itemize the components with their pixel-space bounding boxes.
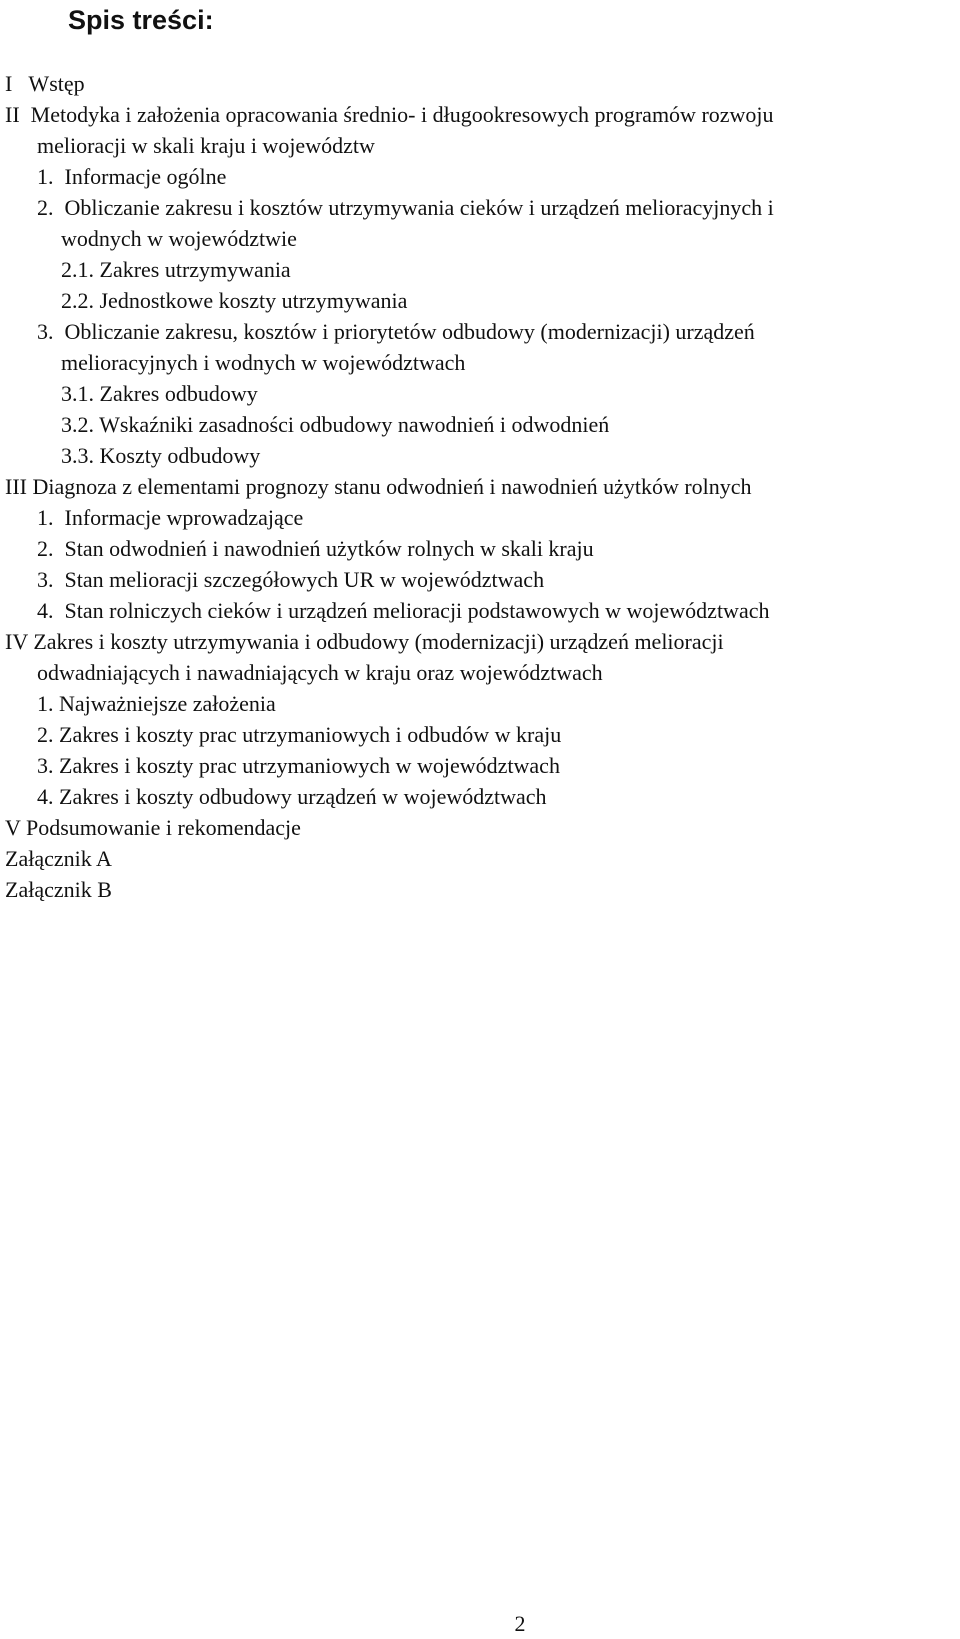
toc-entry: melioracyjnych i wodnych w województwach — [61, 350, 466, 375]
toc-entry: 2.1. Zakres utrzymywania — [61, 257, 291, 282]
page-number: 2 — [514, 1611, 526, 1636]
toc-entry: II Metodyka i założenia opracowania średnio- i długookresowych programów rozwoju — [5, 102, 774, 127]
toc-entry: 3.2. Wskaźniki zasadności odbudowy nawodnień i odwodnień — [61, 412, 610, 437]
toc-entry: melioracji w skali kraju i województw — [37, 133, 375, 158]
toc-entry: Załącznik A — [5, 846, 112, 871]
toc-entry: 3. Obliczanie zakresu, kosztów i priorytetów odbudowy (modernizacji) urządzeń — [37, 319, 755, 344]
toc-entry: 2.2. Jednostkowe koszty utrzymywania — [61, 288, 408, 313]
toc-entry: III Diagnoza z elementami prognozy stanu odwodnień i nawodnień użytków rolnych — [5, 474, 752, 499]
toc-entry: 3. Zakres i koszty prac utrzymaniowych w województwach — [37, 753, 560, 778]
toc-entry: 2. Zakres i koszty prac utrzymaniowych i odbudów w kraju — [37, 722, 562, 747]
toc-entry: 3.3. Koszty odbudowy — [61, 443, 261, 468]
toc-entry: 4. Zakres i koszty odbudowy urządzeń w województwach — [37, 784, 547, 809]
toc-entry: 2. Obliczanie zakresu i kosztów utrzymywania cieków i urządzeń melioracyjnych i — [37, 195, 774, 220]
toc-entry: 1. Informacje ogólne — [37, 164, 227, 189]
toc-entry: IV Zakres i koszty utrzymywania i odbudowy (modernizacji) urządzeń melioracji — [5, 629, 724, 654]
toc-entry: 1. Najważniejsze założenia — [37, 691, 276, 716]
toc-entry: 3. Stan melioracji szczegółowych UR w województwach — [37, 567, 545, 592]
toc-entry: I Wstęp — [5, 71, 85, 96]
toc-entry: V Podsumowanie i rekomendacje — [5, 815, 301, 840]
toc-entry: odwadniających i nawadniających w kraju oraz województwach — [37, 660, 603, 685]
toc-entry: 2. Stan odwodnień i nawodnień użytków rolnych w skali kraju — [37, 536, 594, 561]
toc-entry: 1. Informacje wprowadzające — [37, 505, 304, 530]
toc-heading: Spis treści: — [68, 5, 214, 35]
toc-entry: wodnych w województwie — [61, 226, 297, 251]
toc-entry: 4. Stan rolniczych cieków i urządzeń melioracji podstawowych w województwach — [37, 598, 770, 623]
toc-entry: 3.1. Zakres odbudowy — [61, 381, 258, 406]
table-of-contents — [5, 68, 955, 905]
toc-entry: Załącznik B — [5, 877, 112, 902]
